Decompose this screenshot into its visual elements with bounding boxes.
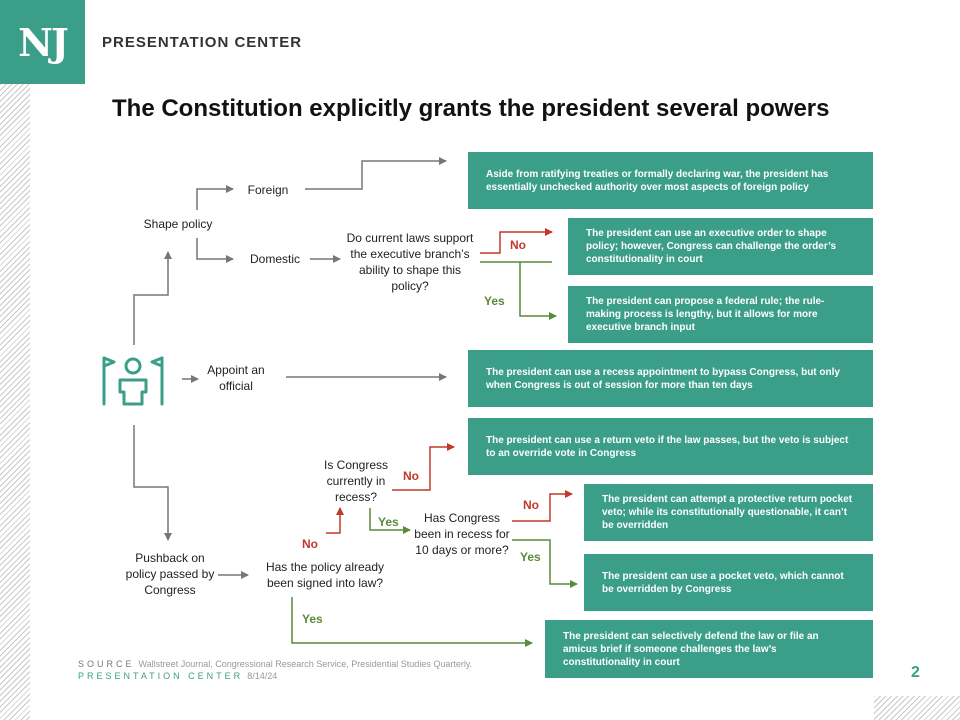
outcome-protective-veto: The president can attempt a protective return pocket veto; while its constitutionally questionable, it can’t be overridden <box>584 484 873 541</box>
connector-laws-yes-down <box>520 262 556 316</box>
label-recess10-no: No <box>523 498 539 512</box>
connector-icon-pushback <box>134 425 168 540</box>
source-line <box>78 659 472 669</box>
connector-shape-foreign <box>197 189 233 210</box>
node-shape-policy: Shape policy <box>143 217 213 231</box>
source-label: SOURCE <box>78 659 135 669</box>
node-domestic: Domestic <box>249 252 300 266</box>
node-pushback: Pushback on policy passed by Congress <box>125 551 215 597</box>
nj-logo: NJ <box>0 0 85 84</box>
node-foreign: Foreign <box>247 183 289 197</box>
outcome-recess-appointment: The president can use a recess appointment to bypass Congress, but only when Congress is out of session for more than ten days <box>468 350 873 407</box>
page-title: The Constitution explicitly grants the president several powers <box>112 95 830 122</box>
outcome-return-veto: The president can use a return veto if the law passes, but the veto is subject to an override vote in Congress <box>468 418 873 475</box>
source-text: Wallstreet Journal, Congressional Research Service, Presidential Studies Quarterly. <box>138 659 473 669</box>
connector-recess10-no <box>512 494 572 521</box>
label-signed-no: No <box>302 537 318 551</box>
pc-label: PRESENTATION CENTER <box>78 671 244 681</box>
node-current-laws-question: Do current laws support the executive branch’s ability to shape this policy? <box>346 231 474 293</box>
node-appoint: Appoint an official <box>207 363 265 393</box>
people-flag-icon <box>104 358 162 404</box>
label-recess-no: No <box>403 469 419 483</box>
outcome-pocket-veto: The president can use a pocket veto, which cannot be overridden by Congress <box>584 554 873 611</box>
connector-signed-yes <box>292 597 532 643</box>
label-recess-yes: Yes <box>378 515 399 529</box>
outcome-executive-order: The president can use an executive order to shape policy; however, Congress can challenge the order’s constitutionality in court <box>568 218 873 275</box>
connector-signed-no <box>326 508 340 533</box>
label-laws-yes: Yes <box>484 294 505 308</box>
connector-shape-domestic <box>197 238 233 259</box>
presentation-center-footer <box>78 671 277 681</box>
connector-foreign-outcome <box>305 161 446 189</box>
node-recess10-question: Has Congress been in recess for 10 days or more? <box>414 511 510 557</box>
outcome-defend-law: The president can selectively defend the law or file an amicus brief if someone challenges the law’s constitutionality in court <box>545 620 873 678</box>
connector-recess-no <box>392 447 454 490</box>
label-laws-no: No <box>510 238 526 252</box>
brand-name: PRESENTATION CENTER <box>102 34 303 51</box>
connector-icon-shape <box>134 252 168 345</box>
label-signed-yes: Yes <box>302 612 323 626</box>
node-signed-question: Has the policy already been signed into law? <box>265 560 385 590</box>
label-recess10-yes: Yes <box>520 550 541 564</box>
page-number: 2 <box>911 664 920 681</box>
node-recess-question: Is Congress currently in recess? <box>323 458 389 504</box>
outcome-foreign: Aside from ratifying treaties or formally declaring war, the president has essentially unchecked authority over most aspects of foreign policy <box>468 152 873 209</box>
outcome-federal-rule: The president can propose a federal rule; the rule-making process is lengthy, but it allows for more executive branch input <box>568 286 873 343</box>
footer-date: 8/14/24 <box>247 671 278 681</box>
